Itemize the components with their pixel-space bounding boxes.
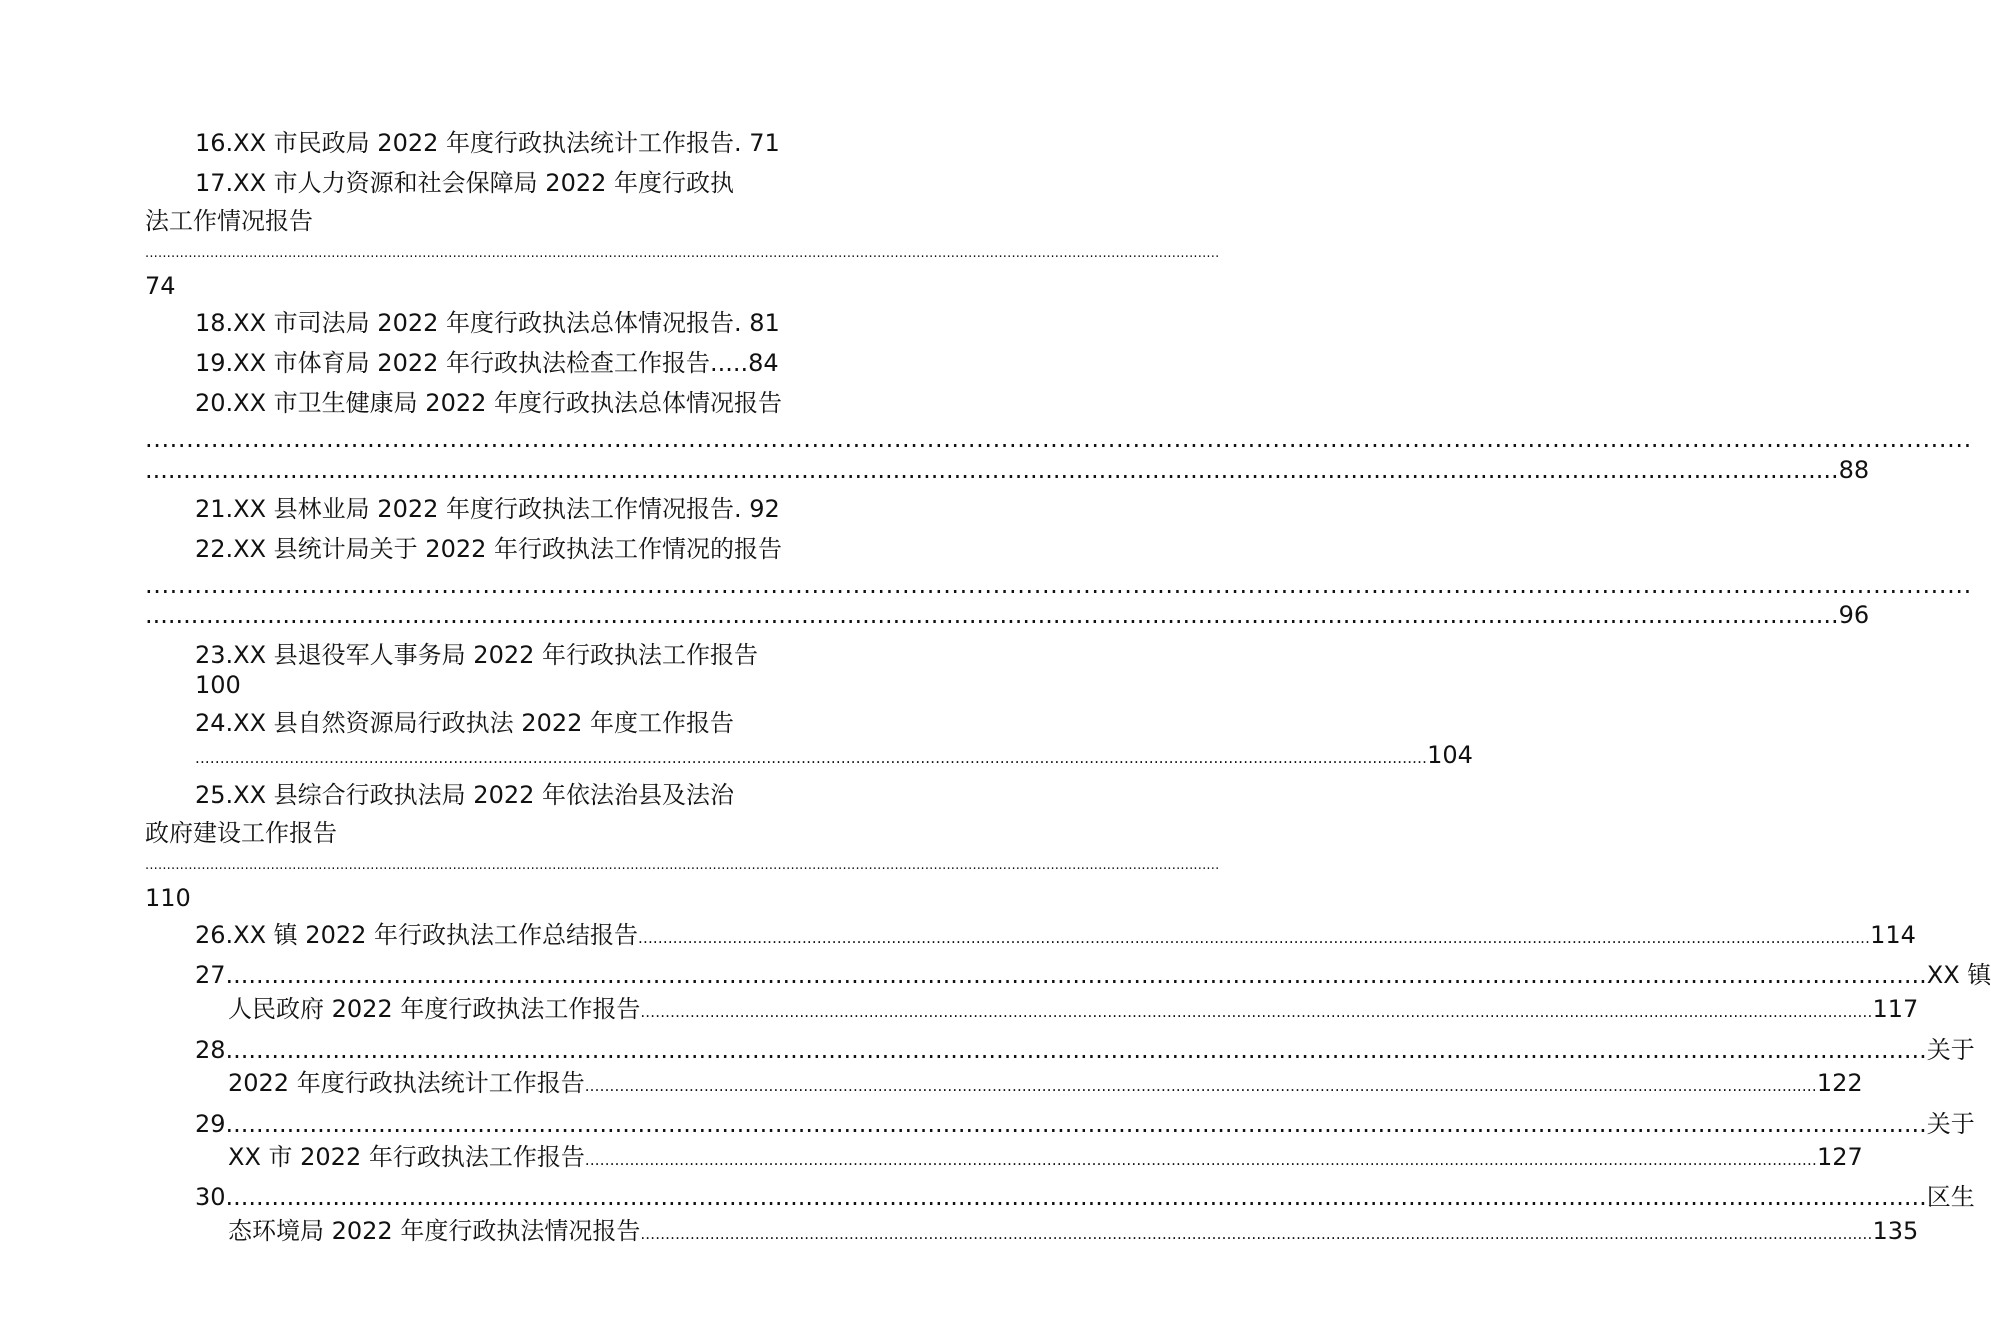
- toc-entry-22-leader-dots: ..............................................................................................................................................................................................................................: [145, 571, 1972, 599]
- toc-entry-19[interactable]: 19.XX 市体育局 2022 年行政执法检查工作报告.....84: [195, 349, 779, 377]
- toc-entry-28-number: 28.: [195, 1036, 234, 1064]
- toc-entry-17-page-number: 74: [145, 272, 176, 300]
- toc-entry-30-tail: 区生: [1926, 1183, 1975, 1211]
- toc-entry-21[interactable]: 21.XX 县林业局 2022 年度行政执法工作情况报告. 92: [195, 495, 780, 523]
- toc-entry-26-title: 26.XX 镇 2022 年行政执法工作总结报告: [195, 921, 639, 949]
- toc-entry-18[interactable]: 18.XX 市司法局 2022 年度行政执法总体情况报告. 81: [195, 309, 780, 337]
- toc-entry-28-page-number: 122: [1816, 1069, 1863, 1097]
- toc-entry-30-title: 态环境局 2022 年度行政执法情况报告: [228, 1217, 641, 1245]
- toc-entry-20-leader-dots: ..............................................................................................................................................................................................................................: [145, 425, 1972, 453]
- leader-dots: ..............................................................................................................................................................................................................................: [145, 456, 1839, 484]
- toc-entry-26[interactable]: [195, 920, 1916, 953]
- toc-entry-22-page-row: [145, 600, 1870, 630]
- toc-entry-20-title[interactable]: 20.XX 市卫生健康局 2022 年度行政执法总体情况报告: [195, 389, 783, 417]
- toc-entry-24-page-number: 104: [1427, 741, 1473, 769]
- toc-entry-20-page-row: [145, 455, 1870, 485]
- leader-dots: ........................................................................................................................................................................................................................................................: [640, 1225, 1873, 1243]
- toc-entry-30-line1[interactable]: [195, 1182, 1975, 1212]
- toc-entry-17-leader-dots: ........................................................................................................................................................................................................................................................: [145, 246, 1220, 261]
- toc-entry-25-leader-dots: ........................................................................................................................................................................................................................................................: [145, 858, 1220, 873]
- leader-dots: ..............................................................................................................................................................................................................................: [233, 961, 1927, 989]
- leader-dots: ........................................................................................................................................................................................................................................................: [638, 929, 1871, 947]
- toc-entry-29-title: XX 市 2022 年行政执法工作报告: [228, 1143, 585, 1171]
- toc-entry-16[interactable]: 16.XX 市民政局 2022 年度行政执法统计工作报告. 71: [195, 129, 780, 157]
- toc-entry-30-page-number: 135: [1872, 1217, 1919, 1245]
- leader-dots: ..............................................................................................................................................................................................................................: [233, 1183, 1927, 1211]
- toc-entry-22-page-number: 96: [1838, 601, 1870, 629]
- toc-entry-27-line2[interactable]: [228, 994, 1919, 1027]
- toc-entry-29-line2[interactable]: [228, 1142, 1863, 1175]
- toc-entry-24-page-row: [195, 740, 1473, 773]
- toc-entry-23-title[interactable]: 23.XX 县退役军人事务局 2022 年行政执法工作报告: [195, 641, 759, 669]
- toc-entry-30-number: 30.: [195, 1183, 234, 1211]
- toc-entry-20-page-number: 88: [1838, 456, 1870, 484]
- toc-entry-25-title-line1[interactable]: 25.XX 县综合行政执法局 2022 年依法治县及法治: [195, 781, 735, 809]
- toc-entry-25-title-line2[interactable]: 政府建设工作报告: [145, 819, 337, 847]
- toc-entry-30-line2[interactable]: [228, 1216, 1919, 1249]
- toc-entry-28-title: 2022 年度行政执法统计工作报告: [228, 1069, 585, 1097]
- toc-entry-23-page-number: 100: [195, 671, 241, 699]
- toc-entry-17-title-line2[interactable]: 法工作情况报告: [145, 207, 313, 235]
- toc-entry-27-title: 人民政府 2022 年度行政执法工作报告: [228, 995, 641, 1023]
- leader-dots: ........................................................................................................................................................................................................................................................: [584, 1151, 1817, 1169]
- leader-dots: ........................................................................................................................................................................................................................................................: [640, 1003, 1873, 1021]
- toc-entry-17-title-line1[interactable]: 17.XX 市人力资源和社会保障局 2022 年度行政执: [195, 169, 735, 197]
- toc-entry-27-tail: XX 镇: [1926, 961, 1991, 989]
- toc-entry-27-number: 27.: [195, 961, 234, 989]
- toc-entry-29-tail: 关于: [1926, 1110, 1975, 1138]
- leader-dots: ........................................................................................................................................................................................................................................................: [195, 749, 1428, 767]
- leader-dots: ..............................................................................................................................................................................................................................: [233, 1036, 1927, 1064]
- leader-dots: ..............................................................................................................................................................................................................................: [145, 601, 1839, 629]
- leader-dots: ........................................................................................................................................................................................................................................................: [584, 1077, 1817, 1095]
- toc-entry-27-line1[interactable]: [195, 960, 1991, 990]
- toc-entry-28-line2[interactable]: [228, 1068, 1863, 1101]
- toc-entry-27-page-number: 117: [1872, 995, 1919, 1023]
- toc-entry-29-line1[interactable]: [195, 1109, 1975, 1139]
- leader-dots: ..............................................................................................................................................................................................................................: [233, 1110, 1927, 1138]
- toc-entry-28-tail: 关于: [1926, 1036, 1975, 1064]
- toc-entry-26-page-number: 114: [1870, 921, 1916, 949]
- toc-entry-25-page-number: 110: [145, 884, 191, 912]
- toc-entry-22-title[interactable]: 22.XX 县统计局关于 2022 年行政执法工作情况的报告: [195, 535, 783, 563]
- toc-entry-29-number: 29.: [195, 1110, 234, 1138]
- toc-entry-24-title[interactable]: 24.XX 县自然资源局行政执法 2022 年度工作报告: [195, 709, 735, 737]
- toc-entry-29-page-number: 127: [1816, 1143, 1863, 1171]
- toc-entry-28-line1[interactable]: [195, 1035, 1975, 1065]
